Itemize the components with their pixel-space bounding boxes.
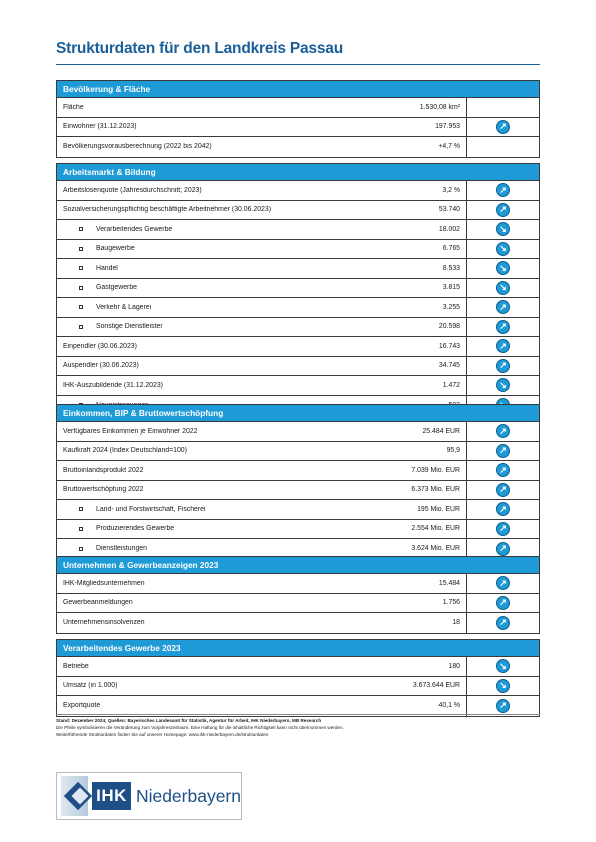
trend-down-icon: ↘ bbox=[496, 281, 510, 295]
trend-cell bbox=[467, 442, 539, 461]
row-label bbox=[57, 265, 397, 272]
table-row bbox=[57, 696, 539, 716]
table-row bbox=[57, 520, 539, 540]
row-label bbox=[57, 447, 397, 454]
section-header: Bevölkerung & Fläche bbox=[57, 81, 539, 98]
row-label-text: Sozialversicherungspflichtig beschäftigte Arbeitnehmer (30.06.2023) bbox=[63, 206, 271, 214]
row-label bbox=[57, 362, 397, 369]
bullet-icon bbox=[79, 305, 83, 309]
trend-cell bbox=[467, 461, 539, 480]
trend-up-icon: ↗ bbox=[496, 320, 510, 334]
trend-cell bbox=[467, 137, 539, 157]
page-title: Strukturdaten für den Landkreis Passau bbox=[56, 40, 343, 57]
trend-up-icon: ↗ bbox=[496, 596, 510, 610]
row-value: 1.530,08 km² bbox=[397, 98, 467, 117]
table-row bbox=[57, 220, 539, 240]
row-label bbox=[57, 245, 397, 252]
row-label-text: Verfügbares Einkommen je Einwohner 2022 bbox=[63, 427, 198, 435]
trend-down-icon: ↘ bbox=[496, 261, 510, 275]
row-label-text: Exportquote bbox=[63, 702, 101, 710]
trend-cell bbox=[467, 481, 539, 500]
row-value: 15.484 bbox=[397, 574, 467, 593]
footer-divider bbox=[56, 714, 540, 715]
trend-up-icon: ↗ bbox=[496, 183, 510, 197]
row-label-text: Produzierendes Gewerbe bbox=[96, 525, 175, 533]
row-label-text: Bruttowertschöpfung 2022 bbox=[63, 486, 144, 494]
row-label bbox=[57, 619, 397, 626]
trend-down-icon: ↘ bbox=[496, 659, 510, 673]
row-value: 3.255 bbox=[397, 298, 467, 317]
row-label-text: Baugewerbe bbox=[96, 245, 135, 253]
row-label-text: Kaufkraft 2024 (Index Deutschland=100) bbox=[63, 447, 187, 455]
section-header: Unternehmen & Gewerbeanzeigen 2023 bbox=[57, 557, 539, 574]
table-row bbox=[57, 201, 539, 221]
trend-cell bbox=[467, 259, 539, 278]
row-value: 34.745 bbox=[397, 357, 467, 376]
table-row bbox=[57, 318, 539, 338]
section-header: Arbeitsmarkt & Bildung bbox=[57, 164, 539, 181]
row-value: 6.373 Mio. EUR bbox=[397, 481, 467, 500]
row-label-text: Betriebe bbox=[63, 662, 89, 670]
row-label-text: Einpendler (30.06.2023) bbox=[63, 342, 137, 350]
trend-cell bbox=[467, 520, 539, 539]
trend-cell bbox=[467, 118, 539, 137]
trend-cell bbox=[467, 574, 539, 593]
row-label-text: Arbeitslosenquote (Jahresdurchschnitt; 2023) bbox=[63, 186, 202, 194]
row-label bbox=[57, 545, 397, 552]
trend-cell bbox=[467, 201, 539, 220]
row-label-text: Verarbeitendes Gewerbe bbox=[96, 225, 173, 233]
trend-cell bbox=[467, 298, 539, 317]
table-row bbox=[57, 442, 539, 462]
bullet-icon bbox=[79, 527, 83, 531]
row-label-text: Bruttoinlandsprodukt 2022 bbox=[63, 466, 144, 474]
row-label-text: Gewerbeanmeldungen bbox=[63, 599, 133, 607]
row-value: 7.039 Mio. EUR bbox=[397, 461, 467, 480]
trend-cell bbox=[467, 500, 539, 519]
section-table bbox=[56, 80, 540, 158]
trend-up-icon: ↗ bbox=[496, 120, 510, 134]
trend-cell bbox=[467, 422, 539, 441]
row-value: 3,2 % bbox=[397, 181, 467, 200]
section-table bbox=[56, 163, 540, 416]
section-header: Verarbeitendes Gewerbe 2023 bbox=[57, 640, 539, 657]
bullet-icon bbox=[79, 227, 83, 231]
row-label bbox=[57, 525, 397, 532]
trend-cell bbox=[467, 181, 539, 200]
row-value: 1.472 bbox=[397, 376, 467, 395]
trend-cell bbox=[467, 677, 539, 696]
table-row bbox=[57, 240, 539, 260]
section-table bbox=[56, 556, 540, 634]
table-row bbox=[57, 118, 539, 138]
trend-up-icon: ↗ bbox=[496, 542, 510, 556]
table-row bbox=[57, 137, 539, 157]
table-row bbox=[57, 98, 539, 118]
row-label-text: Fläche bbox=[63, 103, 84, 111]
trend-up-icon: ↗ bbox=[496, 483, 510, 497]
bullet-icon bbox=[79, 286, 83, 290]
row-label bbox=[57, 599, 397, 606]
title-divider bbox=[56, 64, 540, 65]
row-value: 3.673.644 EUR bbox=[397, 677, 467, 696]
row-label bbox=[57, 284, 397, 291]
row-value: 16.743 bbox=[397, 337, 467, 356]
row-label-text: Auspendler (30.06.2023) bbox=[63, 362, 139, 370]
bullet-icon bbox=[79, 325, 83, 329]
bullet-icon bbox=[79, 247, 83, 251]
trend-up-icon: ↗ bbox=[496, 359, 510, 373]
trend-up-icon: ↗ bbox=[496, 339, 510, 353]
trend-up-icon: ↗ bbox=[496, 444, 510, 458]
table-row bbox=[57, 461, 539, 481]
trend-cell bbox=[467, 318, 539, 337]
row-label bbox=[57, 682, 397, 689]
trend-up-icon: ↗ bbox=[496, 463, 510, 477]
row-value: 40,1 % bbox=[397, 696, 467, 716]
trend-cell bbox=[467, 696, 539, 716]
row-label-text: Land- und Forstwirtschaft, Fischerei bbox=[96, 505, 206, 513]
footnote-arrows: Die Pfeile symbolisieren die Veränderung zum Vorjahreszeitraum. Eine Haftung für die inhaltliche Richtigkeit kann nicht übernommen werden. bbox=[56, 725, 344, 730]
logo-name: Niederbayern bbox=[135, 785, 241, 806]
table-row bbox=[57, 357, 539, 377]
table-row bbox=[57, 657, 539, 677]
trend-up-icon: ↗ bbox=[496, 502, 510, 516]
trend-up-icon: ↗ bbox=[496, 699, 510, 713]
table-row bbox=[57, 298, 539, 318]
table-row bbox=[57, 613, 539, 633]
row-label bbox=[57, 206, 397, 213]
row-label-text: Einwohner (31.12.2023) bbox=[63, 123, 137, 131]
trend-cell bbox=[467, 337, 539, 356]
trend-down-icon: ↘ bbox=[496, 222, 510, 236]
row-label bbox=[57, 486, 397, 493]
logo-abbr: IHK bbox=[92, 782, 131, 810]
footnote-source: Stand: Dezember 2024; Quellen: Bayerisches Landesamt für Statistik, Agentur für Arbeit, IHK Niederbayern, MB Research bbox=[56, 718, 322, 723]
table-row bbox=[57, 677, 539, 697]
row-label-text: Verkehr & Lagerei bbox=[96, 303, 152, 311]
trend-down-icon: ↘ bbox=[496, 378, 510, 392]
row-label bbox=[57, 143, 397, 150]
trend-up-icon: ↗ bbox=[496, 616, 510, 630]
logo-diamond-icon bbox=[61, 776, 88, 816]
table-row bbox=[57, 422, 539, 442]
table-row bbox=[57, 481, 539, 501]
row-value: +4,7 % bbox=[397, 137, 467, 157]
row-label-text: Umsatz (in 1.000) bbox=[63, 682, 118, 690]
row-value: 6.765 bbox=[397, 240, 467, 259]
row-value: 180 bbox=[397, 657, 467, 676]
row-label-text: Dienstleistungen bbox=[96, 545, 147, 553]
row-label-text: IHK-Auszubildende (31.12.2023) bbox=[63, 381, 163, 389]
row-label bbox=[57, 702, 397, 709]
row-value: 8.533 bbox=[397, 259, 467, 278]
trend-cell bbox=[467, 98, 539, 117]
table-row bbox=[57, 500, 539, 520]
row-value: 3.815 bbox=[397, 279, 467, 298]
row-value: 18.002 bbox=[397, 220, 467, 239]
row-label bbox=[57, 226, 397, 233]
row-label bbox=[57, 187, 397, 194]
row-label bbox=[57, 123, 397, 130]
trend-cell bbox=[467, 594, 539, 613]
trend-up-icon: ↗ bbox=[496, 424, 510, 438]
row-value: 53.740 bbox=[397, 201, 467, 220]
row-label-text: Sonstige Dienstleister bbox=[96, 323, 163, 331]
trend-up-icon: ↗ bbox=[496, 576, 510, 590]
table-row bbox=[57, 574, 539, 594]
row-value: 25.484 EUR bbox=[397, 422, 467, 441]
ihk-logo bbox=[56, 772, 242, 820]
row-label bbox=[57, 663, 397, 670]
section-table bbox=[56, 639, 540, 717]
footnote-more: Weiterführende Strukturdaten finden Sie auf unserer Homepage: www.ihk-niederbayern.de/strukturdaten bbox=[56, 732, 269, 737]
row-label bbox=[57, 304, 397, 311]
row-value: 197.953 bbox=[397, 118, 467, 137]
row-value: 3.624 Mio. EUR bbox=[397, 539, 467, 559]
row-label bbox=[57, 467, 397, 474]
row-value: 1.756 bbox=[397, 594, 467, 613]
section-header: Einkommen, BIP & Bruttowertschöpfung bbox=[57, 405, 539, 422]
row-value: 18 bbox=[397, 613, 467, 633]
table-row bbox=[57, 181, 539, 201]
trend-cell bbox=[467, 220, 539, 239]
row-label bbox=[57, 104, 397, 111]
table-row bbox=[57, 279, 539, 299]
table-row bbox=[57, 337, 539, 357]
row-label bbox=[57, 343, 397, 350]
trend-cell bbox=[467, 613, 539, 633]
row-label-text: Gastgewerbe bbox=[96, 284, 137, 292]
section-table bbox=[56, 404, 540, 560]
table-row bbox=[57, 594, 539, 614]
row-label bbox=[57, 382, 397, 389]
trend-cell bbox=[467, 357, 539, 376]
trend-cell bbox=[467, 376, 539, 395]
table-row bbox=[57, 376, 539, 396]
trend-cell bbox=[467, 240, 539, 259]
row-label bbox=[57, 506, 397, 513]
trend-up-icon: ↗ bbox=[496, 522, 510, 536]
footnotes bbox=[56, 717, 540, 738]
row-label-text: Bevölkerungsvorausberechnung (2022 bis 2042) bbox=[63, 143, 212, 151]
table-row bbox=[57, 259, 539, 279]
row-value: 20.598 bbox=[397, 318, 467, 337]
row-value: 195 Mio. EUR bbox=[397, 500, 467, 519]
row-label bbox=[57, 428, 397, 435]
row-label-text: IHK-Mitgliedsunternehmen bbox=[63, 579, 145, 587]
trend-up-icon: ↗ bbox=[496, 203, 510, 217]
trend-cell bbox=[467, 657, 539, 676]
row-value: 2.554 Mio. EUR bbox=[397, 520, 467, 539]
trend-down-icon: ↘ bbox=[496, 242, 510, 256]
trend-cell bbox=[467, 279, 539, 298]
row-label bbox=[57, 323, 397, 330]
bullet-icon bbox=[79, 266, 83, 270]
row-label-text: Handel bbox=[96, 264, 118, 272]
bullet-icon bbox=[79, 547, 83, 551]
trend-down-icon: ↘ bbox=[496, 679, 510, 693]
row-label bbox=[57, 580, 397, 587]
trend-up-icon: ↗ bbox=[496, 300, 510, 314]
bullet-icon bbox=[79, 507, 83, 511]
row-label-text: Unternehmensinsolvenzen bbox=[63, 619, 145, 627]
row-value: 95,9 bbox=[397, 442, 467, 461]
